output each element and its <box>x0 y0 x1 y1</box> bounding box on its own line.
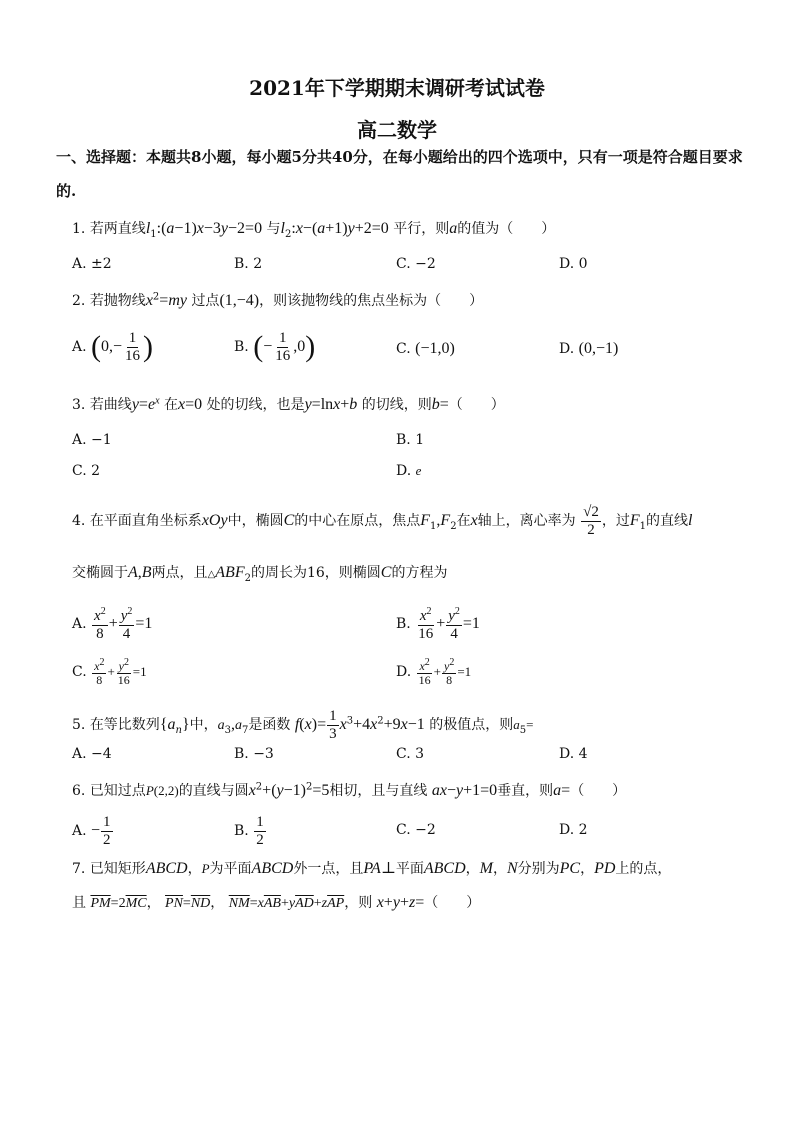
q5-option-a: A. −4 <box>72 746 112 762</box>
q2-option-c: C. (−1,0) <box>396 340 455 357</box>
exam-title: 2021年下学期期末调研考试试卷 <box>249 76 545 100</box>
exam-subject: 高二数学 <box>357 118 437 142</box>
question-1: 1. 若两直线$l_1:(a-1)x-3y-2=0$ 与$l_2:x-(a+1)y+2=0$ 平行，则a的值为（ ） <box>72 220 556 240</box>
q2-option-d: D. (0,−1) <box>559 340 619 357</box>
q3-option-d: D. e <box>396 463 422 479</box>
q5-option-b: B. −3 <box>234 746 274 762</box>
section-heading: 一、选择题：本题共8小题，每小题5分共40分，在每小题给出的四个选项中，只有一项是符合题目要求的. <box>56 148 743 200</box>
question-4-line2: 交椭圆于A,B两点，且$\triangle ABF_2$的周长为16，则椭圆C的方程为 <box>72 564 448 584</box>
q1-number: 1. <box>72 221 86 237</box>
q4-option-b: B. $\frac{x^2}{16}$ + $\frac{y^2}{4}$ =1 <box>396 606 480 642</box>
q1-option-d: D. 0 <box>559 256 588 272</box>
q6-option-b: B. $\frac{1}{2}$ <box>234 814 264 848</box>
q6-option-a: A. − $\frac{1}{2}$ <box>72 814 111 848</box>
q3-option-c: C. 2 <box>72 463 101 479</box>
q4-option-a: A. $\frac{x^2}{8}$ + $\frac{y^2}{4}$ =1 <box>72 606 153 642</box>
q4-option-d: D. $\frac{x^2}{16}$ + $\frac{y^2}{8}$ =1 <box>396 657 472 688</box>
q5-option-c: C. 3 <box>396 746 425 762</box>
question-2: 2. 若抛物线$x^2=my$ 过点(1,−4)，则该抛物线的焦点坐标为（ ） <box>72 291 484 309</box>
q3-option-b: B. 1 <box>396 432 425 448</box>
q2-option-b: B. (− $\frac{1}{16}$ ,0) <box>234 330 316 364</box>
question-5: 5. 在等比数列$\{a_n\}$中，$a_3,a_7$是函数 f(x)= $\frac{1}{3}$ $x^3+4x^2+9x-1$ 的极值点，则$a_5=$ <box>72 708 534 742</box>
question-4: 4. 在平面直角坐标系xOy中，椭圆C的中心在原点，焦点$F_1,F_2$在x轴上，离心率为 $\frac{√2}{2}$ ，过$F_1$的直线l <box>72 504 693 538</box>
q6-option-d: D. 2 <box>559 822 588 838</box>
q5-option-d: D. 4 <box>559 746 588 762</box>
q4-option-c: C. $\frac{x^2}{8}$ + $\frac{y^2}{16}$ =1 <box>72 657 147 688</box>
question-6: 6. 已知过点P(2,2)的直线与圆$x^2+(y-1)^2=5$相切，且与直线 ax−y+1=0垂直，则a=（ ） <box>72 781 627 799</box>
q1-option-b: B. 2 <box>234 256 263 272</box>
question-7: 7. 已知矩形ABCD，P为平面ABCD外一点，且PA⊥平面ABCD，M，N分别为PC，PD上的点， <box>72 860 672 877</box>
q6-option-c: C. −2 <box>396 822 436 838</box>
question-3: 3. 若曲线$y=e^x$ 在x=0 处的切线，也是y=lnx+b 的切线，则b=（ ） <box>72 395 505 413</box>
q3-option-a: A. −1 <box>72 432 112 448</box>
q1-option-a: A. ±2 <box>72 256 112 272</box>
q1-option-c: C. −2 <box>396 256 436 272</box>
question-7-line2: 且 $\overline{PM}=2\overline{MC}$， $\overline{PN}=\overline{ND}$， $\overline{NM}=x\overline{AB}+y\overline{AD}+z\overline{AP}$，则 x+y+z=（ ） <box>72 894 481 911</box>
q2-option-a: A. (0,− $\frac{1}{16}$ ) <box>72 330 154 364</box>
